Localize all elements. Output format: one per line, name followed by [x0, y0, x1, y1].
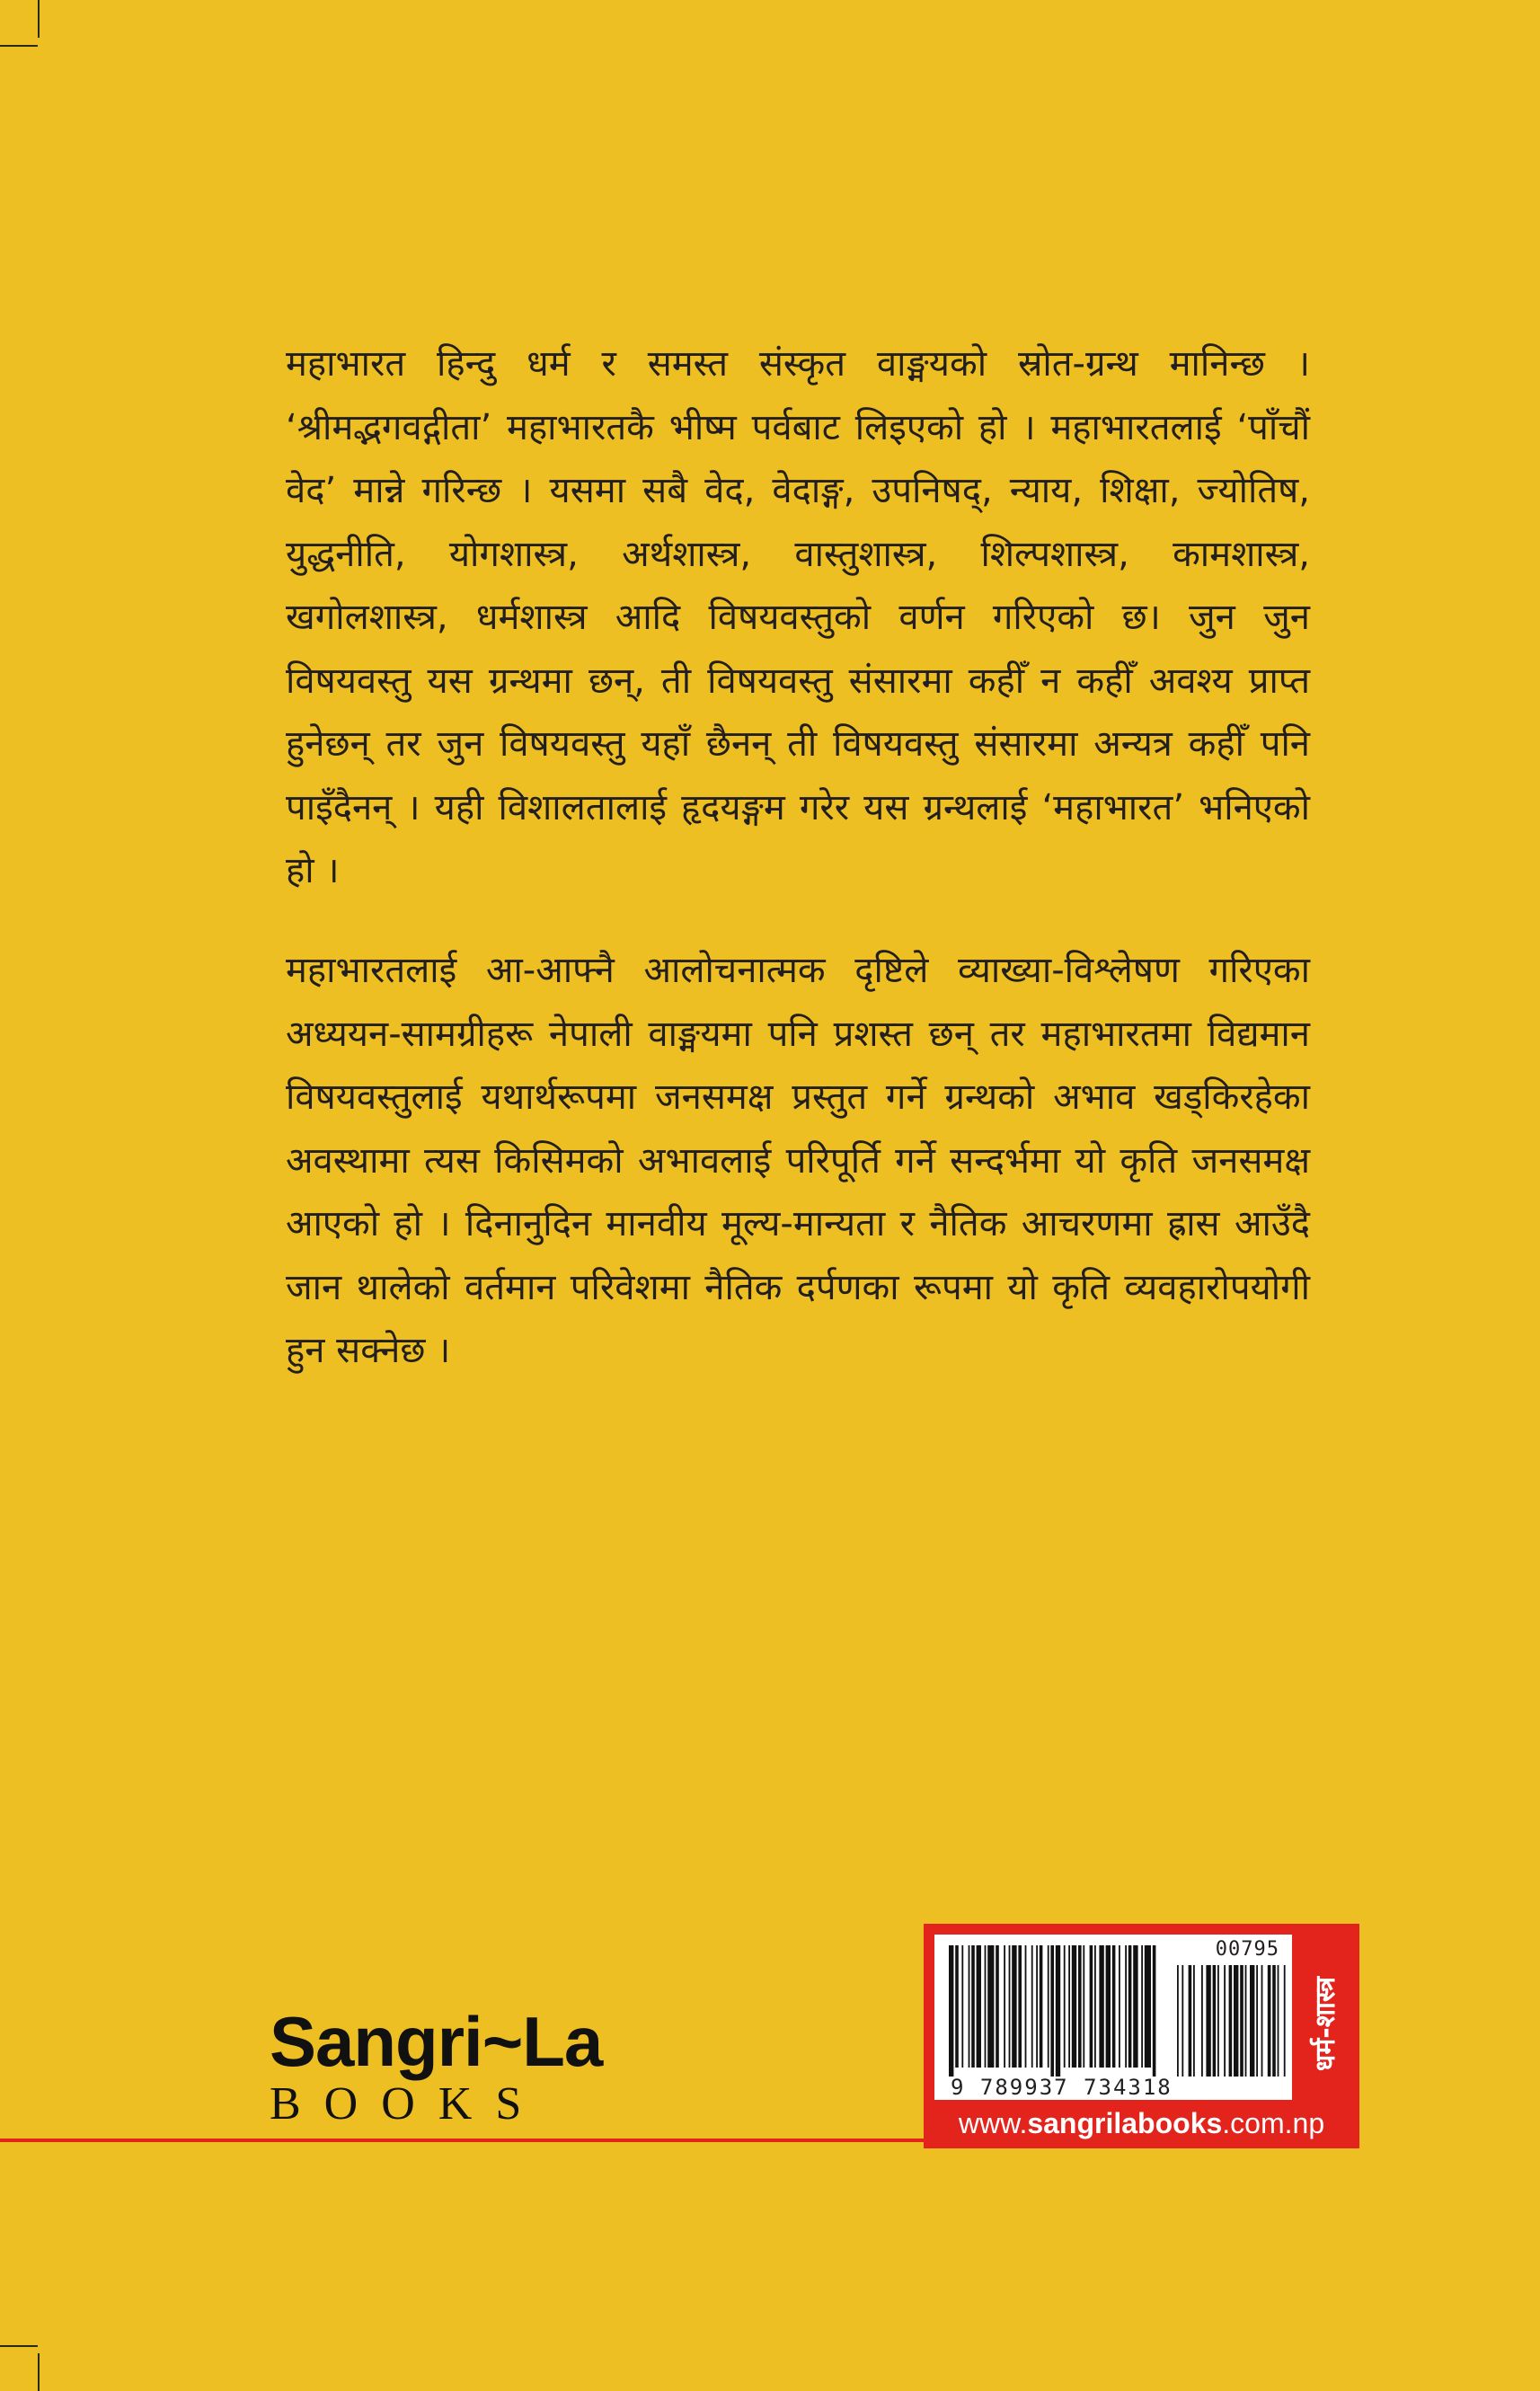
- barcode-bar: [1268, 1965, 1271, 2077]
- barcode-bar: [1272, 1965, 1276, 2077]
- barcode-bar: [1009, 1945, 1011, 2068]
- barcode-bar: [1261, 1965, 1263, 2077]
- barcode-bar: [1206, 1965, 1210, 2077]
- red-rule: [0, 2139, 925, 2142]
- website-link[interactable]: [924, 2103, 1359, 2143]
- barcode-bar: [1284, 1965, 1286, 2077]
- barcode-bar: [1068, 1945, 1070, 2068]
- publisher-name: Sangri~La: [270, 2002, 603, 2081]
- crop-mark: [38, 0, 40, 38]
- barcode-bar: [1193, 1965, 1195, 2077]
- barcode-bar: [1128, 1945, 1132, 2068]
- barcode-bar: [1018, 1945, 1022, 2068]
- barcode-bar: [1040, 1945, 1043, 2068]
- barcode-bar: [971, 1945, 975, 2068]
- barcode-bar: [1224, 1965, 1226, 2077]
- barcode-bar: [987, 1945, 994, 2068]
- barcode-bar: [1217, 1965, 1219, 2077]
- barcode-bar: [1072, 1945, 1076, 2068]
- barcode-bar: [1056, 1945, 1060, 2077]
- barcode-panel: [924, 1924, 1359, 2148]
- crop-mark: [0, 45, 38, 47]
- category-label-wrap: [1297, 1947, 1351, 2100]
- barcode-bar: [1048, 1945, 1049, 2068]
- website-domain: sangrilabooks: [1027, 2107, 1223, 2139]
- barcode-bar: [969, 1945, 970, 2068]
- barcode-bar: [1012, 1945, 1016, 2068]
- barcode-bar: [1189, 1965, 1192, 2077]
- price-code: 00795: [1215, 1938, 1279, 1961]
- barcode-bar: [1145, 1945, 1151, 2068]
- category-label: धर्म-शास्त्र: [1310, 1976, 1342, 2071]
- barcode-bar: [1240, 1965, 1244, 2077]
- barcode-bar: [1153, 1945, 1156, 2077]
- crop-mark: [38, 2353, 40, 2391]
- barcode-bar: [1119, 1945, 1120, 2068]
- barcode-bar: [1182, 1965, 1183, 2077]
- barcode-bar: [996, 1945, 999, 2068]
- barcode-bar: [1278, 1965, 1279, 2077]
- barcode-bar: [1031, 1945, 1033, 2068]
- barcode-bar: [1083, 1945, 1084, 2068]
- barcode-bar: [985, 1945, 987, 2068]
- website-prefix: www.: [958, 2107, 1028, 2139]
- barcode-bar: [1250, 1965, 1254, 2077]
- barcode-bar: [1004, 1945, 1005, 2068]
- barcode-bar: [1078, 1945, 1082, 2068]
- blurb-paragraph-2: महाभारतलाई आ-आफ्नै आलोचनात्मक दृष्टिले व्याख्या-विश्लेषण गरिएका अध्ययन-सामग्रीहरू नेपाली वाङ्मयमा पनि प्रशस्त छन् तर महाभारतमा विद्यमान विषयवस्तुलाई यथार्थरूपमा जनसमक्ष प्रस्तुत गर्ने ग्रन्थको अभाव खड्किरहेका अवस्थामा त्यस किसिमको अभावलाई परिपूर्ति गर्ने सन्दर्भमा यो कृति जनसमक्ष आएको हो । दिनानुदिन मानवीय मूल्य-मान्यता र नैतिक आचरणमा ह्रास आउँदै जान थालेको वर्तमान परिवेशमा नैतिक दर्पणका रूपमा यो कृति व्यवहारोपयोगी हुन सक्नेछ ।: [286, 950, 1310, 1371]
- barcode-bar: [955, 1945, 959, 2068]
- barcode-bar: [1112, 1945, 1116, 2068]
- barcode-bar: [1025, 1945, 1027, 2068]
- publisher-logo: [270, 2004, 602, 2130]
- barcode-bar: [1234, 1965, 1238, 2077]
- barcode-bar: [1099, 1945, 1103, 2068]
- barcode-bar: [1094, 1945, 1096, 2068]
- barcode-area: [934, 1935, 1292, 2100]
- blurb-paragraph-1: महाभारत हिन्दु धर्म र समस्त संस्कृत वाङ्मयको स्रोत-ग्रन्थ मानिन्छ । ‘श्रीमद्भगवद्गीता’ महाभारतकै भीष्म पर्वबाट लिइएको हो । महाभारतलाई ‘पाँचौं वेद’ मान्ने गरिन्छ । यसमा सबै वेद, वेदाङ्ग, उपनिषद्, न्याय, शिक्षा, ज्योतिष, युद्धनीति, योगशास्त्र, अर्थशास्त्र, वास्तुशास्त्र, शिल्पशास्त्र, कामशास्त्र, खगोलशास्त्र, धर्मशास्त्र आदि विषयवस्तुको वर्णन गरिएको छ। जुन जुन विषयवस्तु यस ग्रन्थमा छन्, ती विषयवस्तु संसारमा कहीँ न कहीँ अवश्य प्राप्त हुनेछन् तर जुन विषयवस्तु यहाँ छैनन् ती विषयवस्तु संसारमा अन्यत्र कहीँ पनि पाइँदैनन् । यही विशालतालाई हृदयङ्गम गरेर यस ग्रन्थलाई ‘महाभारत’ भनिएको हो ।: [286, 343, 1310, 891]
- barcode-bar: [977, 1945, 981, 2068]
- barcode-bar: [949, 1945, 953, 2077]
- barcode-bar: [1125, 1945, 1127, 2068]
- barcode-bar: [1245, 1965, 1247, 2077]
- barcode-bar: [1133, 1945, 1137, 2068]
- barcode-bar: [1036, 1945, 1038, 2068]
- website-suffix: .com.np: [1222, 2107, 1325, 2139]
- barcode-bar: [1229, 1965, 1233, 2077]
- barcode-bar: [1213, 1965, 1217, 2077]
- barcode-bar: [1106, 1945, 1111, 2068]
- isbn-digits: 9 789937 734318: [951, 2075, 1173, 2100]
- barcode-bar: [961, 1945, 963, 2068]
- barcode-bar: [1141, 1945, 1143, 2068]
- barcode-bar: [1256, 1965, 1258, 2077]
- barcode-bar: [1090, 1945, 1093, 2068]
- barcode-bar: [1201, 1965, 1203, 2077]
- crop-mark: [0, 2345, 38, 2347]
- barcode-bar: [1050, 1945, 1054, 2077]
- publisher-subtitle: BOOKS: [270, 2078, 545, 2130]
- barcode-bar: [1177, 1965, 1179, 2077]
- barcode-bar: [1064, 1945, 1066, 2068]
